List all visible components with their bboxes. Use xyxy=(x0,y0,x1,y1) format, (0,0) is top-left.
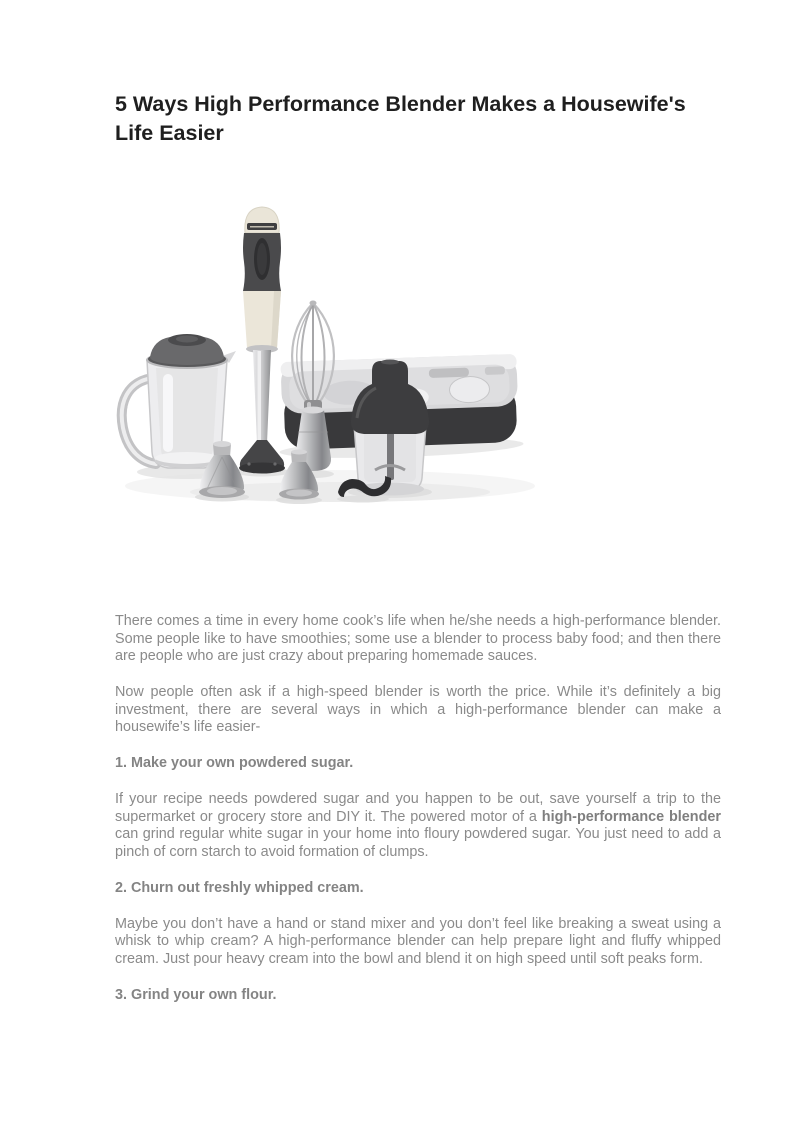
article-title: 5 Ways High Performance Blender Makes a Housewife's Life Easier xyxy=(115,92,686,145)
intro-paragraph-2: Now people often ask if a high-speed blender is worth the price. While it’s definitely a big investment, there are several ways in which a high-performance blender can make a housewife’s life easier- xyxy=(115,684,721,735)
section-1-text-after: can grind regular white sugar in your home into floury powdered sugar. You just need to add a pinch of corn starch to avoid formation of clumps. xyxy=(115,826,721,860)
section-3-heading: 3. Grind your own flour. xyxy=(115,986,277,1003)
section-1-bold-text: high-performance blender xyxy=(541,808,721,825)
section-1-paragraph xyxy=(115,791,721,861)
hand-blender xyxy=(234,207,290,477)
section-1-heading: 1. Make your own powdered sugar. xyxy=(115,755,354,771)
blender-set-illustration xyxy=(115,197,535,507)
article-body xyxy=(115,613,721,1023)
section-1-text-before: If your recipe needs powdered sugar and you happen to be out, save yourself a trip to the supermarket or grocery store and DIY it. The powered motor of a xyxy=(115,791,721,825)
intro-paragraph-1: There comes a time in every home cook’s life when he/she needs a high-performance blender. Some people like to have smoothies; some use a blender to process baby food; and then there are people who are just crazy about preparing homemade sauces. xyxy=(115,613,721,664)
section-2-heading: 2. Churn out freshly whipped cream. xyxy=(115,879,364,896)
product-image xyxy=(115,197,535,507)
section-2-paragraph: Maybe you don’t have a hand or stand mixer and you don’t feel like breaking a sweat using a whisk to whip cream? A high-performance blender can help prepare light and fluffy whipped cream. Just pour heavy cream into the bowl and blend it on high speed until soft peaks form. xyxy=(115,915,721,967)
